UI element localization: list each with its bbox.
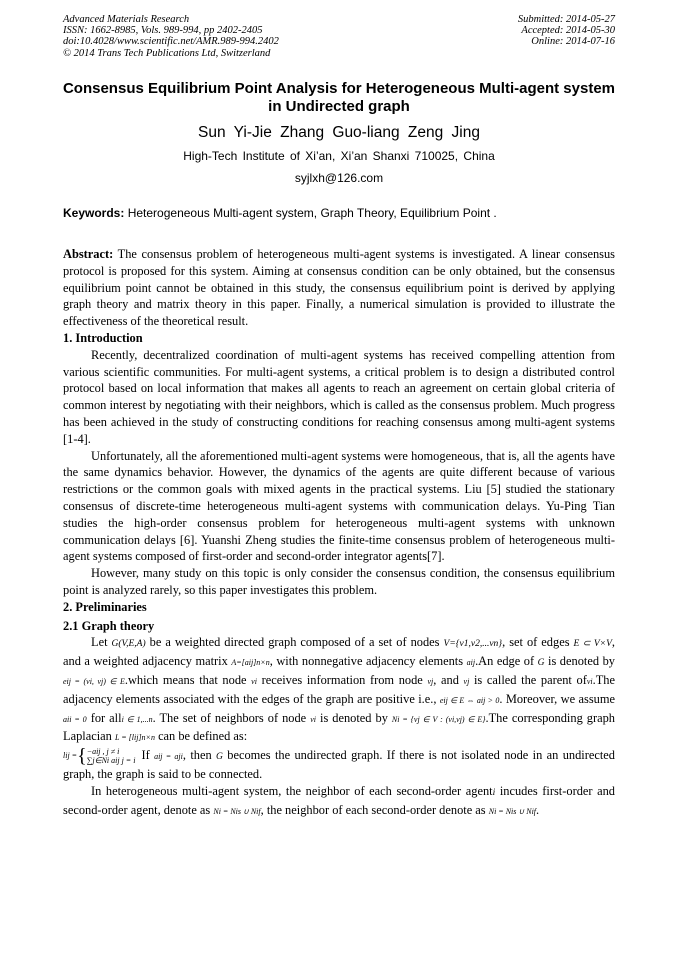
laplacian-equation: lij ={−aij , j ≠ i ∑j∈Ni aij j = i: [63, 745, 136, 768]
laplacian-definition-paragraph: lij ={−aij , j ≠ i ∑j∈Ni aij j = i If aij = aji, then G becomes the undirected graph. If there is not isolated node in an undirected graph, the graph is said to be connected.: [63, 745, 615, 781]
submitted-date: Submitted: 2014-05-27: [517, 14, 615, 25]
paper-authors: Sun Yi-Jie Zhang Guo-liang Zeng Jing: [198, 124, 480, 141]
paper-body: [63, 246, 615, 820]
graph-theory-paragraph-2: In heterogeneous multi-agent system, the neighbor of each second-order agenti incudes first-order and second-order agent, denote as Ni = Nis ∪ Nif, the neighbor of each second-order denote as Ni = Nis ∪ Nif.: [63, 783, 616, 817]
subsection-heading-graph-theory: 2.1 Graph theory: [63, 618, 155, 633]
abstract-paragraph: [63, 246, 615, 330]
keywords-label: Keywords:: [63, 206, 125, 220]
symmetric-weight-condition: aij = aji: [154, 752, 183, 762]
neighbor-set-definition: Ni = {vj ∈ V : (vi,vj) ∈ E}: [391, 714, 486, 724]
node-symbol: vj: [427, 676, 434, 686]
journal-doi: doi:10.4028/www.scientific.net/AMR.989-994.2402: [63, 36, 279, 48]
edge-symbol: eij = (vi, vj) ∈ E: [63, 676, 125, 686]
paper-title: Consensus Equilibrium Point Analysis for Heterogeneous Multi-agent system in Undirected graph: [62, 80, 616, 115]
journal-header: [63, 14, 279, 59]
dates-header: [518, 14, 615, 48]
neighbor-union-symbol: Ni = Nis ∪ Nif: [213, 806, 261, 816]
intro-paragraph-1: Recently, decentralized coordination of multi-agent systems has received compelling attention from various scientific communities. For multi-agent systems, a critical problem is to design a distributed control protocol based on local information that makes all agents to reach an agreement on certain global criteria of common interest by negotiating with their neighbors, which is called as the consensus problem. Much progress has been achieved in the study of constructing conditions for reaching consensus among multi-agent systems [1-4].: [63, 347, 615, 446]
agent-index-symbol: i: [492, 787, 496, 798]
graph-symbol: G(V,E,A): [111, 639, 146, 650]
laplacian-symbol: L = [lij]n×n: [114, 733, 155, 743]
node-symbol: vi: [310, 714, 316, 724]
journal-name: Advanced Materials Research: [63, 14, 190, 25]
graph-symbol: G: [216, 752, 223, 763]
section-heading-preliminaries: 2. Preliminaries: [63, 599, 147, 614]
paper-affiliation: High-Tech Institute of Xi’an, Xi’an Shanxi 710025, China: [183, 149, 495, 163]
abstract-label: Abstract:: [63, 247, 114, 261]
accepted-date: Accepted: 2014-05-30: [521, 25, 615, 37]
keywords-text: Heterogeneous Multi-agent system, Graph Theory, Equilibrium Point .: [127, 206, 497, 220]
neighbor-union-symbol: Ni = Nis ∪ Nif: [488, 806, 537, 816]
adjacency-matrix-symbol: A=[aij]n×n: [231, 658, 270, 668]
node-set-symbol: V={v1,v2,...vn}: [443, 639, 503, 650]
index-range: i ∈ 1,...n: [121, 714, 153, 724]
online-date: Online: 2014-07-16: [531, 36, 615, 48]
abstract-text: The consensus problem of heterogeneous multi-agent systems is investigated. A linear consensus protocol is proposed for this system. Aiming at consensus condition can be only obtained, but the consensus equilibrium point cannot be obtained in this study, the consensus equilibrium point is derived by applying graph theory and matrix theory in this paper. Finally, a numerical simulation is provided to illustrate the effectiveness of the theoretical result.: [63, 247, 615, 329]
node-symbol: vj: [463, 676, 470, 686]
author-email: syjlxh@126.com: [294, 171, 384, 185]
node-symbol: vi: [586, 676, 593, 686]
journal-copyright: © 2014 Trans Tech Publications Ltd, Switzerland: [63, 47, 271, 59]
edge-weight-condition: eij ∈ E ⇔ aij > 0: [439, 695, 500, 705]
node-symbol: vi: [251, 676, 257, 686]
adjacency-element-symbol: aij: [466, 658, 476, 668]
self-loop-condition: aii = 0: [63, 714, 87, 724]
journal-issn: ISSN: 1662-8985, Vols. 989-994, pp 2402-2405: [63, 25, 263, 37]
intro-paragraph-3: However, many study on this topic is only consider the consensus condition, the consensus equilibrium point is analyzed rarely, so this paper investigates this problem.: [63, 566, 615, 597]
edge-set-symbol: E ⊂ V×V: [573, 639, 612, 650]
section-heading-introduction: 1. Introduction: [63, 330, 143, 345]
graph-symbol: G: [537, 658, 545, 669]
intro-paragraph-2: Unfortunately, all the aforementioned multi-agent systems were homogeneous, that is, all the agents have the same dynamics behavior. However, the dynamics of the agents are quite different because of various restrictions or the common goals with mixed agents in the practical systems. Liu [5] studied the stationary consensus of discrete-time heterogeneous multi-agent systems with communication delays. Yu-Ping Tian studies the high-order consensus problem for heterogeneous multi-agent systems with unknown communication delays [6]. Yuanshi Zheng studies the finite-time consensus problem of heterogeneous multi-agent systems composed of first-order and second-order integrator agents[7].: [63, 448, 615, 564]
graph-theory-paragraph-1: Let G(V,E,A) be a weighted directed graph composed of a set of nodes V={v1,v2,...vn}, set of edges E ⊂ V×V, and a weighted adjacency matrix A=[aij]n×n, with nonnegative adjacency elements aij.An edge of G is denoted by eij = (vi, vj) ∈ E.which means that node vi receives information from node vj, and vj is called the parent ofvi.The adjacency elements associated with the edges of the graph are positive i.e., eij ∈ E ⇔ aij > 0. Moreover, we assume aii = 0 for alli ∈ 1,...n. The set of neighbors of node vi is denoted by Ni = {vj ∈ V : (vi,vj) ∈ E}.The corresponding graph Laplacian L = [lij]n×n can be defined as:: [63, 635, 615, 744]
keywords-line: [63, 206, 616, 220]
